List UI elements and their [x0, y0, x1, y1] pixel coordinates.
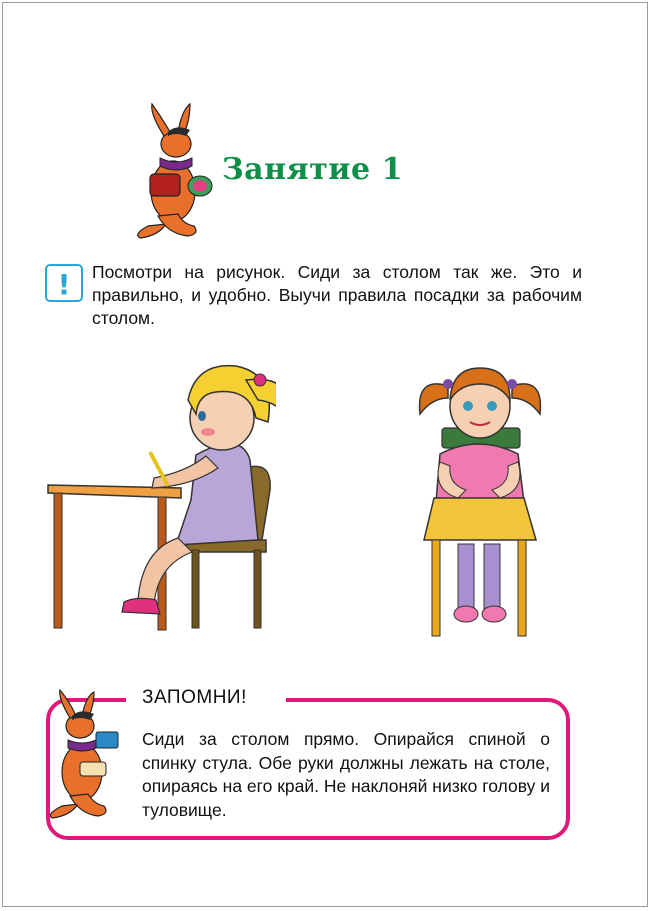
girl-sitting-illustration: [412, 362, 546, 640]
girl-writing-illustration: [46, 360, 276, 635]
instruction-text: Посмотри на рисунок. Сиди за столом так же. Это и правильно, и удобно. Выучи правила посадки за рабочим столом.: [92, 262, 582, 328]
kangaroo-mascot-icon: [128, 96, 216, 241]
remember-title: ЗАПОМНИ!: [142, 687, 247, 708]
kangaroo-reading-icon: [40, 688, 130, 820]
exclamation-icon: !: [45, 264, 83, 302]
remember-text: Сиди за столом прямо. Опирайся спиной о спинку стула. Обе руки должны лежать на столе, опираясь на его край. Не наклоняй низко голову и туловище.: [142, 729, 550, 820]
lesson-title: Занятие 1: [222, 152, 403, 187]
